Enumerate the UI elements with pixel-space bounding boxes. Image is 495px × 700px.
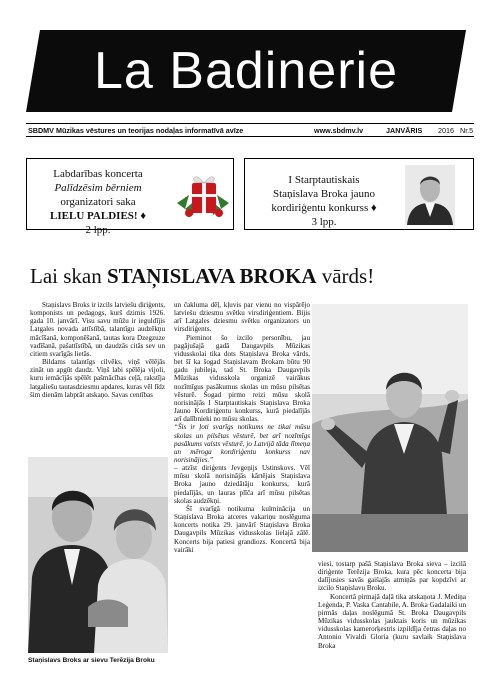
paragraph: viesi, tostarp pašā Staņislava Broka sieva – izcilā diriģente Terēzija Broka, kura pēc koncerta bija dalījusies savās gaišajās atmiņās par kopdzīvi ar izcilo Staņislavu Broku. xyxy=(318,560,466,593)
issue-month: JANVĀRIS xyxy=(386,125,423,135)
teaser-page-ref: 2 lpp. xyxy=(85,224,111,236)
teaser-line: Labdarības koncerta xyxy=(53,168,143,180)
paragraph: – atzīst diriģents Jevgeņijs Ustinskovs. Vēl mūsu skolā norisinājās kārtējais Staņislava Broka jauno dziedātāju konkurss, kurā piedalījās, un lauras plīča arī mūsu pilsētas skolas audzēkņi. xyxy=(174,464,310,505)
masthead-banner xyxy=(26,30,466,112)
headline-name: STAŅISLAVA BROKA xyxy=(106,264,317,288)
paragraph: Bildams talantīgs cilvēks, viņš vēlējās zināt un apgūt daudz. Viņš labi spēlēja vijoli, kuru iemācījās spēlēt pašmācības ceļā, rakstīja latgaliešu tautasdziesmu apdares, kuras vēl līdz šim dienām labprāt atskaņo. Savas centības xyxy=(30,358,165,399)
teaser-text xyxy=(249,173,399,229)
teaser-line: I Starptautiskais xyxy=(288,174,360,186)
teaser-line: kordiriģentu konkurss xyxy=(271,202,369,214)
paragraph: Pieminot šo izcilo personību, jau pagājušajā gadā Daugavpils Mūzikas vidusskolai tika dots Staņislava Broka vārds, bet šī ka šogad Staņislavam Brokam būtu 90 gadu jubileja, tad St. Broka Daugavpils Mūzikas vidusskola organizē vairākus nozīmīgus pasākumus skolas un mūsu pilsētas vēsturē. Šogad pirmo reizi mūsu skolā norisinājās I Starptautiskais Staņislava Broka Jauno Kordiriģentu konkurss, kurā piedalījās arī dalībnieki no mūsu skolas. xyxy=(174,333,310,424)
conductor-photo xyxy=(312,304,468,552)
quote: “Šis ir ļoti svarīgs notikums ne tikai mūsu skolas un pilsētas vēsturē, bet arī nozīmīgs pasākums valsts vēsturē, jo Latvijā tāda līmeņa un mēroga kordiriģentu konkurss nav norisinājies.” xyxy=(174,423,310,464)
couple-photo xyxy=(28,457,168,653)
newspaper-title: La Badinerie xyxy=(94,42,398,100)
teaser-thanks: LIELU PALDIES! xyxy=(50,210,138,222)
teaser-conductor-competition[interactable] xyxy=(244,158,474,230)
article-column-1 xyxy=(30,301,165,399)
teaser-charity-concert[interactable] xyxy=(26,158,234,236)
paragraph: Šī svarīgā notikuma kulminācija un Staņislava Broka atceres vakariņu noslēguma koncerts notika 29. janvārī Staņislava Broka Daugavpils Mūzikas vidusskolas lielajā zālē. Koncerts bija patiesi grandiozs. Koncertā bija vairāki xyxy=(174,504,310,554)
teaser-concert-name: Palīdzēsim bērniem xyxy=(54,182,142,194)
article-column-3 xyxy=(318,560,466,650)
publisher-text: SBDMV Mūzikas vēstures un teorijas nodaļas informatīvā avīze xyxy=(28,125,244,135)
issue-year: 2016 xyxy=(438,125,454,135)
article-column-2 xyxy=(174,301,310,554)
teaser-line: Staņislava Broka jauno xyxy=(272,188,376,200)
teaser-page-ref: 3 lpp. xyxy=(311,216,337,228)
teaser-text xyxy=(31,167,165,237)
website-link[interactable]: www.sbdmv.lv xyxy=(314,125,364,135)
headline-prefix: Lai skan xyxy=(30,264,102,288)
issue-number: Nr.5 xyxy=(460,125,474,135)
gift-box-image xyxy=(175,169,231,221)
teaser-line: organizatori saka xyxy=(60,196,136,208)
paragraph: Koncertā pirmajā daļā tika atskaņota J. Mediņa Leģenda, P. Vaska Cantabile, A. Broka Gadalaiki un pirmās daļas noslēgumā St. Broka Daugavpils Mūzikas vidusskolas jauktais koris un mūzikas vidusskolas kamerorķestris izpildīja četras daļas no Antonio Vivaldi Gloria (kuru savlaik Staņislava Broka xyxy=(318,592,466,650)
article-headline xyxy=(30,264,374,289)
photo-caption: Staņislavs Broks ar sievu Terēzija Broku xyxy=(28,657,155,664)
portrait-photo xyxy=(405,165,455,225)
info-bar xyxy=(26,123,474,137)
diamond-icon: ♦ xyxy=(370,202,377,214)
paragraph: un čakluma dēļ, kļuvis par vienu no vispārējo latviešu dziesmu svētku virsdiriģentiem. Bijis arī Latgales dziesmu svētku organizators un virsdiriģents. xyxy=(174,301,310,334)
paragraph: Staņislavs Broks ir izcils latviešu diriģents, komponists un pedagogs, kurš dzimis 1926. gada 10. janvārī. Visu savu mūžu ir ieguldījis Latgales novada attīstībā, talantīgu audzēkņu mācīšanā, komponēšanā, tautas kora Dzegzuze vadīšanā, pašattīstībā, un daudzās citās sev un citiem svarīgās lietās. xyxy=(30,301,165,358)
headline-suffix: vārds! xyxy=(321,264,375,288)
diamond-icon: ♦ xyxy=(140,210,146,222)
